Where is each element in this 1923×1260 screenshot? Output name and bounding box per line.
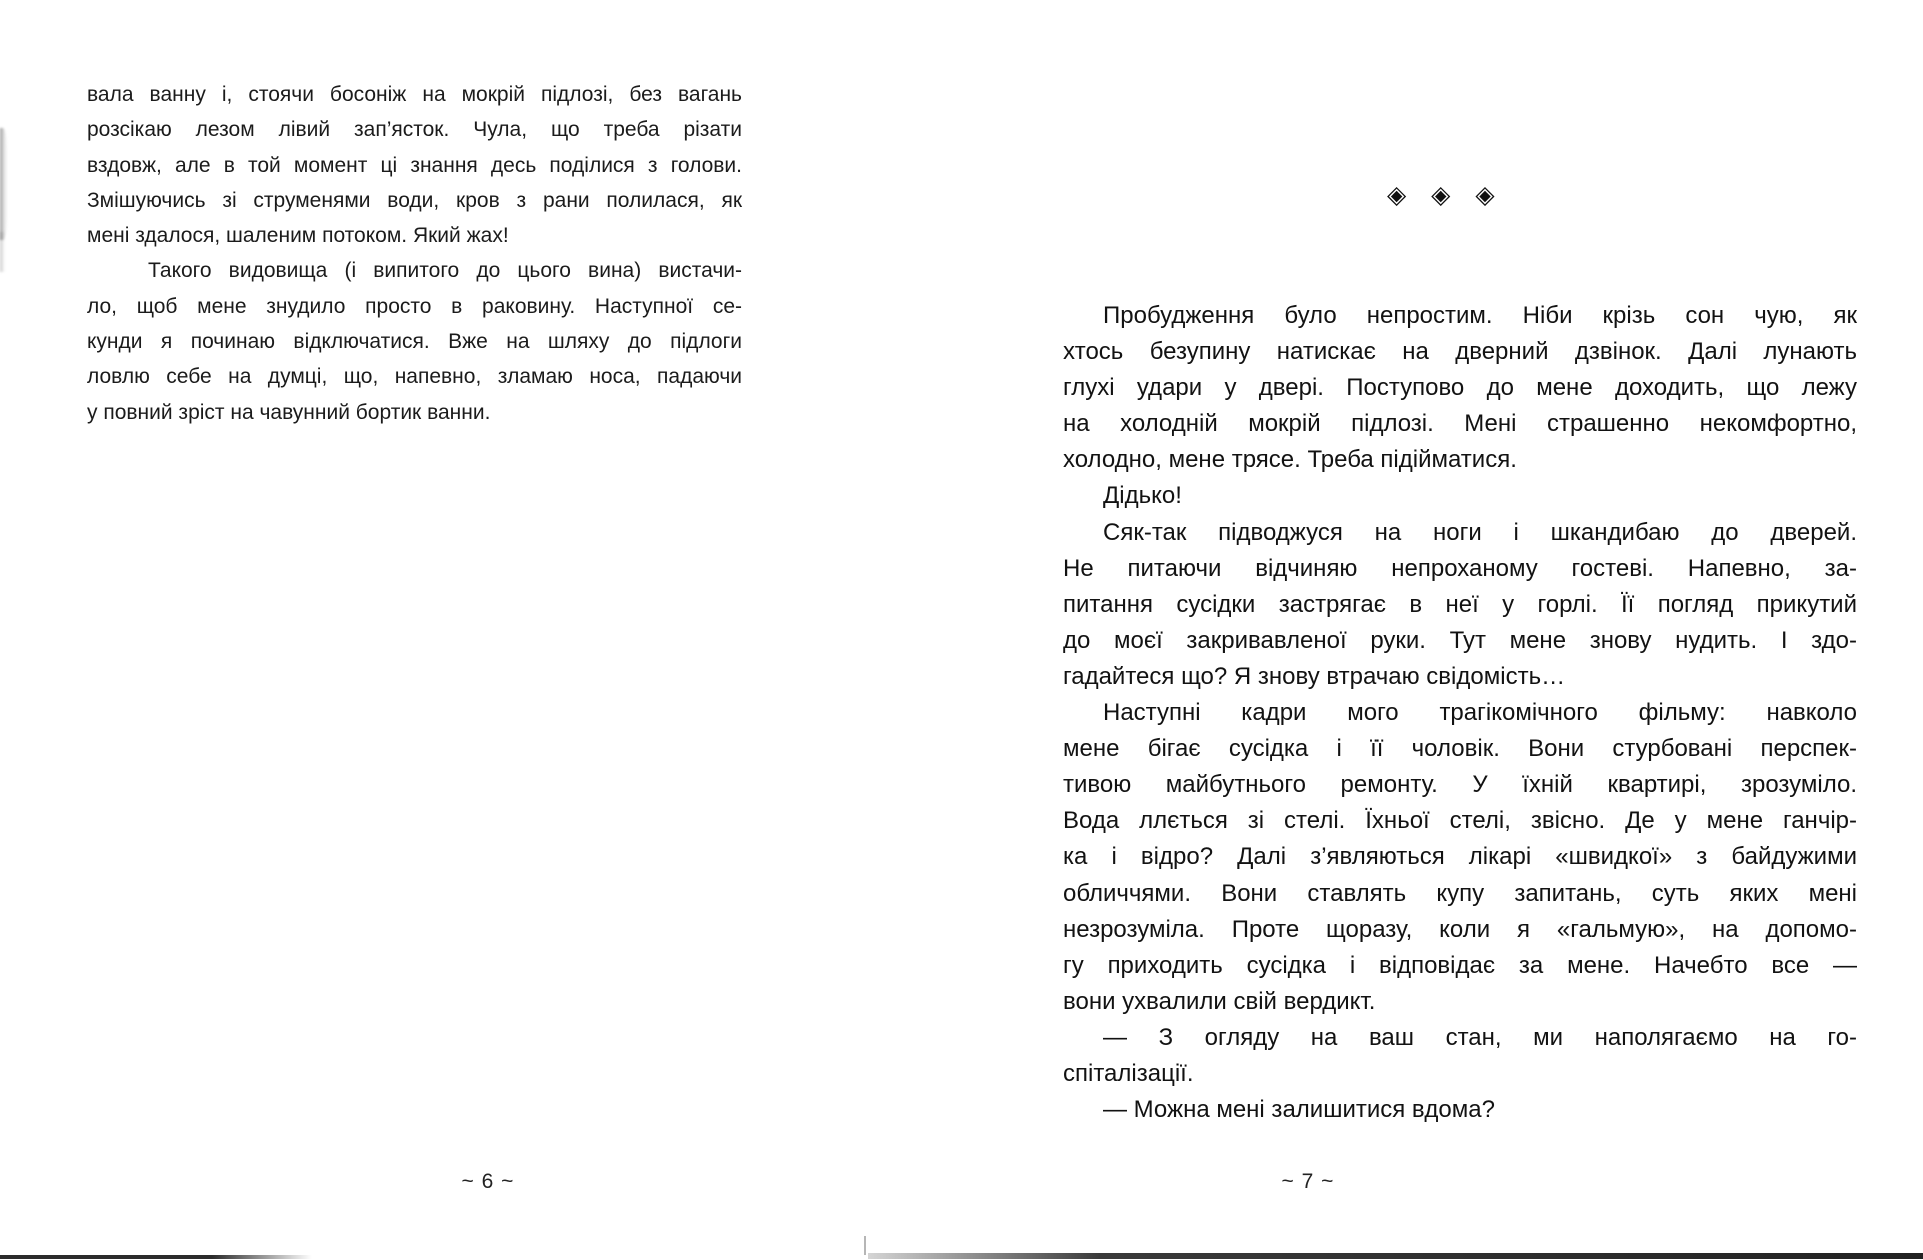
paragraph [87,77,742,253]
paragraph [1063,1092,1857,1128]
text-line: вони ухвалили свій вердикт. [1063,987,1376,1015]
text-line: глухі удари у двері. Поступово до мене доходить, що лежу [1063,374,1857,402]
text-line: кунди я починаю відключатися. Вже на шляху до підлоги [87,330,742,354]
text-line: тивою майбутнього ремонту. У їхній квартирі, зрозуміло. [1063,771,1857,799]
text-line: ловлю себе на думці, що, напевно, зламаю носа, падаючи [87,365,742,389]
paragraph [1063,298,1857,478]
left-page-text [87,77,742,430]
text-line: незрозуміла. Проте щоразу, коли я «гальмую», на допомо- [1063,915,1857,943]
text-line: Такого видовища (і випитого до цього вина) вистачи- [148,259,742,283]
text-line: — Можна мені залишитися вдома? [1103,1096,1495,1124]
scan-gutter-mark [864,1236,866,1255]
right-page-text [1063,298,1857,1128]
text-line: ка і відро? Далі з’являються лікарі «швидкої» з байдужими [1063,843,1857,871]
paragraph [1063,515,1857,695]
text-line: у повний зріст на чавунний бортик ванни. [87,400,491,424]
text-line: розсікаю лезом лівий зап’ясток. Чула, що треба різати [87,118,742,142]
text-line: Вода ллється зі стелі. Їхньої стелі, звісно. Де у мене ганчір- [1063,807,1857,835]
text-line: спіталізації. [1063,1059,1194,1087]
text-line: Не питаючи відчиняю непроханому гостеві. Напевно, за- [1063,554,1857,582]
text-line: хтось безупину натискає на дверний дзвінок. Далі лунають [1063,338,1857,366]
text-line: Дідько! [1103,482,1182,510]
paragraph [1063,1020,1857,1092]
paragraph [1063,478,1857,514]
text-line: Пробудження було непростим. Ніби крізь сон чую, як [1103,302,1857,329]
text-line: обличчями. Вони ставлять купу запитань, суть яких мені [1063,879,1857,907]
scan-edge-smudge-small [0,232,5,272]
text-line: вздовж, але в той момент ці знання десь поділися з голови. [87,153,742,177]
text-line: Змішуючись зі струменями води, кров з рани полилася, як [87,188,742,212]
text-line: питання сусідки застрягає в неї у горлі. Її погляд прикутий [1063,590,1857,618]
scan-bottom-edge-right [868,1253,1923,1259]
scan-bottom-edge-left [0,1255,312,1259]
section-break-ornament: ◈ ◈ ◈ [1387,181,1504,209]
text-line: на холодній мокрій підлозі. Мені страшенно некомфортно, [1063,410,1857,438]
text-line: мене бігає сусідка і її чоловік. Вони стурбовані перспек- [1063,735,1857,763]
paragraph [1063,695,1857,1020]
text-line: холодно, мене трясе. Треба підійматися. [1063,446,1517,474]
page-number-left: ~ 6 ~ [461,1170,515,1193]
text-line: Сяк-так підводжуся на ноги і шкандибаю до дверей. [1103,518,1857,546]
text-line: — З огляду на ваш стан, ми наполягаємо на го- [1103,1023,1857,1051]
text-line: до моєї закривавленої руки. Тут мене знову нудить. І здо- [1063,626,1857,654]
page-number-right: ~ 7 ~ [1281,1170,1335,1193]
text-line: вала ванну і, стоячи босоніж на мокрій підлозі, без вагань [87,83,742,106]
text-line: Наступні кадри мого трагікомічного фільму: навколо [1103,699,1857,727]
text-line: гадайтеся що? Я знову втрачаю свідомість… [1063,662,1566,690]
scan-edge-smudge [0,128,8,240]
text-line: ло, щоб мене знудило просто в раковину. Наступної се- [87,294,742,318]
text-line: гу приходить сусідка і відповідає за мене. Начебто все — [1063,951,1857,979]
paragraph [87,253,742,429]
text-line: мені здалося, шаленим потоком. Який жах! [87,224,509,248]
